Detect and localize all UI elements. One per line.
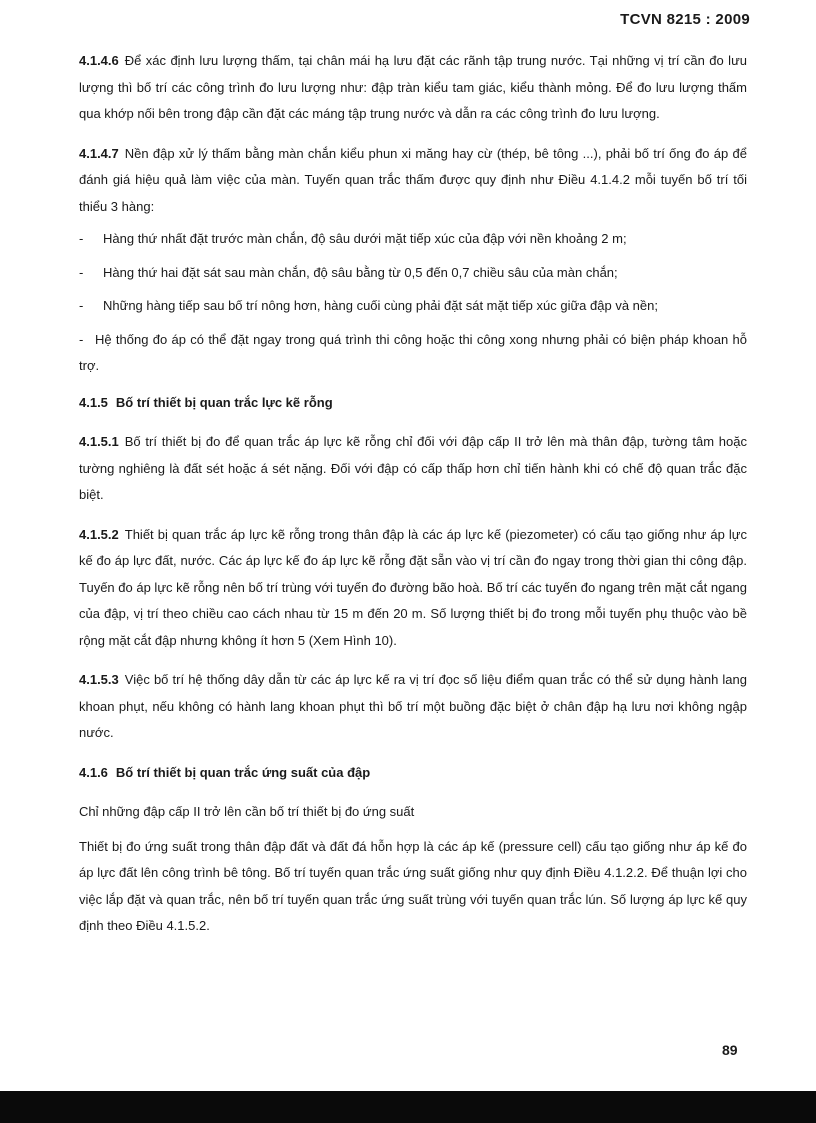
paragraph-4-1-5-1: [79, 429, 747, 509]
paragraph-4-1-4-7: [79, 141, 747, 221]
scan-border-bar: [0, 1091, 816, 1123]
section-number: 4.1.6: [79, 764, 108, 780]
list-item: [79, 293, 747, 320]
section-heading-4-1-5: [79, 390, 747, 417]
section-title: Bố trí thiết bị quan trắc lực kẽ rỗng: [115, 394, 333, 410]
clause-number: 4.1.5.3: [79, 672, 119, 687]
paragraph-4-1-6-intro: Chỉ những đập cấp II trở lên cần bố trí thiết bị đo ứng suất: [79, 804, 415, 819]
paragraph-4-1-4-6: [79, 48, 747, 128]
list-item-text: Hàng thứ hai đặt sát sau màn chắn, độ sâu bằng từ 0,5 đến 0,7 chiều sâu của màn chắn;: [103, 264, 618, 280]
clause-text: Nền đập xử lý thấm bằng màn chắn kiểu phun xi măng hay cừ (thép, bê tông ...), phải bố trí ống đo áp để đánh giá hiệu quả làm việc của màn. Tuyến quan trắc thấm được quy định như Điều 4.1.4.2 mỗi tuyến bố trí tối thiểu 3 hàng:: [79, 145, 747, 214]
list-item: [79, 226, 747, 253]
standard-header: TCVN 8215 : 2009: [620, 11, 750, 28]
clause-text: Việc bố trí hệ thống dây dẫn từ các áp lực kế ra vị trí đọc số liệu điểm quan trắc có thể sử dụng hành lang khoan phụt, nếu không có hành lang khoan phụt thì bố trí một buồng đặc biệt ở chân đập hạ lưu nơi không ngập nước.: [79, 672, 747, 740]
list-item: [79, 260, 747, 287]
bullet-dash: -: [79, 231, 84, 246]
bullet-dash: -: [79, 298, 84, 313]
list-item-text: Những hàng tiếp sau bố trí nông hơn, hàng cuối cùng phải đặt sát mặt tiếp xúc giữa đập và nền;: [103, 298, 658, 313]
paragraph-4-1-6-body: Thiết bị đo ứng suất trong thân đập đất và đất đá hỗn hợp là các áp kế (pressure cell) cấu tạo giống như áp kế đo áp lực đất lên công trình bê tông. Bố trí tuyến quan trắc ứng suất giống như quy định Điều 4.1.2.2. Để thuận lợi cho việc lắp đặt và quan trắc, nên bố trí tuyến quan trắc ứng suất trùng với tuyến quan trắc lún. Số lượng áp lực kế quy định theo Điều 4.1.5.2.: [79, 838, 747, 933]
list-item-text: Hệ thống đo áp có thể đặt ngay trong quá trình thi công hoặc thi công xong nhưng phải có biện pháp khoan hỗ trợ.: [79, 331, 747, 373]
bullet-dash: -: [79, 264, 84, 280]
section-number: 4.1.5: [79, 394, 108, 410]
section-heading-4-1-6: [79, 760, 747, 787]
clause-text: Bố trí thiết bị đo để quan trắc áp lực kẽ rỗng chỉ đối với đập cấp II trở lên mà thân đập, tường tâm hoặc tường nghiêng là đất sét hoặc á sét nặng. Đối với đập có cấp thấp hơn chỉ tiến hành khi có chế độ quan trắc đặc biệt.: [79, 434, 747, 502]
paragraph-4-1-5-3: [79, 667, 747, 747]
clause-text: Thiết bị quan trắc áp lực kẽ rỗng trong thân đập là các áp lực kế (piezometer) có cấu tạo giống như áp lực kế đo áp lực đất, nước. Các áp lực kế đo áp lực kẽ rỗng đặt sẵn vào vị trí cần đo ngay trong thời gian thi công đập. Tuyến đo áp lực kẽ rỗng nên bố trí trùng với tuyến đo đường bão hoà. Bố trí các tuyến đo ngang trên mặt cắt ngang của đập, vị trí theo chiều cao cách nhau từ 15 m đến 20 m. Số lượng thiết bị đo trong mỗi tuyến phụ thuộc vào bề rộng mặt cắt đập nhưng không ít hơn 5 (Xem Hình 10).: [79, 526, 747, 648]
page-number: 89: [722, 1042, 738, 1058]
paragraph-4-1-5-2: [79, 522, 747, 655]
section-title: Bố trí thiết bị quan trắc ứng suất của đập: [115, 764, 371, 780]
clause-number: 4.1.5.1: [79, 434, 119, 449]
clause-number: 4.1.4.6: [79, 53, 119, 68]
page-body: [79, 48, 747, 953]
clause-text: Để xác định lưu lượng thấm, tại chân mái hạ lưu đặt các rãnh tập trung nước. Tại những vị trí cần đo lưu lượng thì bố trí các công trình đo lưu lượng như: đập tràn kiểu tam giác, kiểu thành mỏng. Để đo lưu lượng thấm qua khớp nối bên trong đập cần đặt các máng tập trung nước và dẫn ra các công trình đo lưu lượng.: [79, 53, 747, 121]
bullet-dash: -: [79, 331, 84, 347]
list-item: [79, 327, 747, 380]
clause-number: 4.1.5.2: [79, 526, 119, 542]
list-item-text: Hàng thứ nhất đặt trước màn chắn, độ sâu dưới mặt tiếp xúc của đập với nền khoảng 2 m;: [103, 231, 627, 246]
clause-number: 4.1.4.7: [79, 145, 119, 161]
